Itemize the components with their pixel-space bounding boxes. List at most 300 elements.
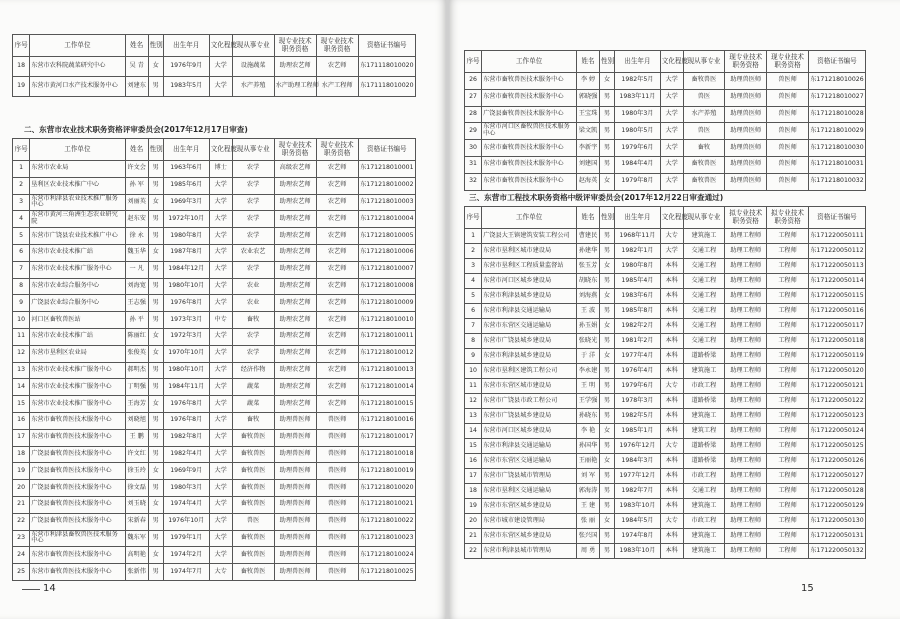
table-cell: 水产养殖 — [232, 77, 274, 97]
table-cell: 交通工程 — [683, 304, 725, 319]
table-cell: 交通工程 — [683, 334, 725, 349]
table-cell: 大学 — [209, 362, 232, 379]
table-cell: 助理工程师 — [725, 454, 767, 469]
table-cell: 1976年12月 — [615, 439, 661, 454]
table-cell: 助理农艺师 — [274, 328, 316, 345]
table-cell: 东营市畜牧兽医技术服务中心 — [482, 156, 577, 173]
table-cell: 农艺师 — [316, 379, 358, 396]
table-cell: 男 — [148, 564, 163, 581]
table-cell: 东营市广饶县城乡建设局 — [482, 334, 577, 349]
table-cell: 王志强 — [125, 295, 148, 312]
table-cell: 本科 — [660, 259, 683, 274]
table-cell: 工程师 — [767, 454, 809, 469]
table-cell: 1980年5月 — [615, 123, 661, 140]
table-cell: 助理兽医师 — [274, 446, 316, 463]
table-cell: 垦利区农业技术推广中心 — [30, 177, 126, 194]
column-header: 现从事专业 — [683, 51, 725, 73]
table-cell: 曹建民 — [577, 229, 600, 244]
table-cell: 大学 — [209, 194, 232, 211]
table-cell: 1987年8月 — [163, 244, 209, 261]
table-cell: 东171118010020 — [358, 77, 415, 97]
table-cell: 农艺师 — [316, 261, 358, 278]
column-header: 现从事专业 — [232, 35, 274, 57]
table-cell: 兽医师 — [767, 156, 809, 173]
table-cell: 1974年2月 — [163, 547, 209, 564]
table-cell: 工程师 — [767, 484, 809, 499]
table-cell: 兽医师 — [767, 140, 809, 157]
table-cell: 助理工程师 — [725, 349, 767, 364]
table-cell: 男 — [148, 446, 163, 463]
table-cell: 东营市农业综合服务中心 — [30, 278, 126, 295]
table-cell: 东营市东营区交通运输局 — [482, 454, 577, 469]
table-cell: 徐文磊 — [125, 480, 148, 497]
table-cell: 东营市畜牧兽医技术服务中心 — [30, 547, 126, 564]
table-cell: 助理兽医师 — [274, 412, 316, 429]
table-cell: 助理工程师 — [725, 259, 767, 274]
table-cell: 兽医师 — [316, 463, 358, 480]
table-cell: 东171218010032 — [808, 173, 865, 190]
table-cell: 1974年8月 — [615, 529, 661, 544]
table-cell: 男 — [148, 362, 163, 379]
table-cell: 助理兽医师 — [274, 513, 316, 530]
table-cell: 东171218010010 — [358, 312, 415, 329]
column-header: 序号 — [13, 139, 30, 161]
table-cell: 3 — [13, 194, 30, 211]
table-cell: 周 勇 — [577, 544, 600, 559]
column-header: 序号 — [465, 51, 482, 73]
table-cell: 助理工程师 — [725, 289, 767, 304]
table-cell: 1983年10月 — [615, 544, 661, 559]
table-cell: 助理工程师 — [725, 544, 767, 559]
table-cell: 大学 — [209, 328, 232, 345]
table-cell: 建筑施工 — [683, 364, 725, 379]
table-cell: 大学 — [209, 446, 232, 463]
table-cell: 男 — [599, 106, 614, 123]
table-cell: 东营市河口区城乡建设局 — [482, 424, 577, 439]
table-cell: 30 — [465, 140, 482, 157]
table-cell: 东营市广饶县农业技术推广中心 — [30, 228, 126, 245]
table-cell: 助理兽医师 — [274, 429, 316, 446]
table-cell: 农业农艺 — [232, 244, 274, 261]
table-cell: 女 — [599, 514, 614, 529]
table-cell: 农业 — [232, 278, 274, 295]
table-cell: 大学 — [660, 244, 683, 259]
table-cell: 一 凡 — [125, 261, 148, 278]
table-cell: 女 — [599, 454, 614, 469]
column-header: 序号 — [13, 35, 30, 57]
table-cell: 助理工程师 — [725, 529, 767, 544]
table-cell: 东营市城市建设管理局 — [482, 514, 577, 529]
table-cell: 本科 — [660, 394, 683, 409]
table-cell: 王丽艳 — [577, 454, 600, 469]
table-cell: 高级农艺师 — [274, 161, 316, 178]
table-cell: 助理农艺师 — [274, 57, 316, 77]
table-row — [13, 328, 416, 345]
table-cell: 28 — [465, 106, 482, 123]
table-cell: 农学 — [232, 345, 274, 362]
table-cell: 男 — [148, 278, 163, 295]
table-cell: 道路桥梁 — [683, 349, 725, 364]
table-cell: 徐玉玲 — [125, 463, 148, 480]
table-cell: 1982年5月 — [615, 73, 661, 90]
table-cell: 建筑施工 — [683, 544, 725, 559]
table-cell: 工程师 — [767, 529, 809, 544]
table-cell: 丁明强 — [125, 379, 148, 396]
table-cell: 18 — [13, 57, 30, 77]
section-title-2: 三、东营市工程技术职务资格中级评审委员会(2017年12月22日审查通过) — [469, 193, 724, 202]
table-cell: 2 — [13, 177, 30, 194]
table-row — [13, 228, 416, 245]
table-cell: 东171220050115 — [808, 289, 865, 304]
table-cell: 1980年8月 — [615, 259, 661, 274]
table-cell: 东171218010014 — [358, 379, 415, 396]
table-cell: 大学 — [209, 496, 232, 513]
table-cell: 东171220050128 — [808, 484, 865, 499]
table-cell: 东171220050132 — [808, 544, 865, 559]
table-cell: 东171220050121 — [808, 379, 865, 394]
table-cell: 农艺师 — [316, 194, 358, 211]
table-cell: 张玉芳 — [577, 259, 600, 274]
table-cell: 东营市农科院蔬菜研究中心 — [30, 57, 126, 77]
table-cell: 14 — [13, 379, 30, 396]
table-cell: 助理兽医师 — [725, 123, 767, 140]
table-cell: 李 艳 — [577, 424, 600, 439]
table-cell: 8 — [465, 334, 482, 349]
table-cell: 东营市垦利区工程质量监督站 — [482, 259, 577, 274]
table-cell: 4 — [13, 211, 30, 228]
table-cell: 助理工程师 — [725, 439, 767, 454]
table-header-row — [465, 207, 866, 229]
table-row — [465, 123, 866, 140]
table-cell: 魏东军 — [125, 530, 148, 547]
table-cell: 男 — [148, 161, 163, 178]
table-cell: 东171220050122 — [808, 394, 865, 409]
table-cell: 畜牧兽医 — [683, 173, 725, 190]
table-cell: 兽医师 — [316, 530, 358, 547]
table-cell: 农学 — [232, 194, 274, 211]
table-cell: 大专 — [660, 514, 683, 529]
column-header: 工作单位 — [482, 51, 577, 73]
table-cell: 东171220050129 — [808, 499, 865, 514]
table-cell: 刘晓旭 — [125, 412, 148, 429]
table-cell: 29 — [465, 123, 482, 140]
table-cell: 魏玉华 — [125, 244, 148, 261]
table-cell: 大学 — [209, 228, 232, 245]
table-cell: 畜牧兽医 — [683, 156, 725, 173]
table-cell: 刘建东 — [125, 77, 148, 97]
table-cell: 女 — [148, 345, 163, 362]
table-cell: 大学 — [209, 530, 232, 547]
table-cell: 东171220050123 — [808, 409, 865, 424]
table-cell: 畜牧兽医 — [232, 530, 274, 547]
table-cell: 助理兽医师 — [274, 480, 316, 497]
column-header: 姓名 — [125, 139, 148, 161]
table-cell: 女 — [148, 396, 163, 413]
table-cell: 工程师 — [767, 499, 809, 514]
column-header: 姓名 — [125, 35, 148, 57]
table-cell: 22 — [13, 513, 30, 530]
table-cell: 助理工程师 — [725, 484, 767, 499]
table-cell: 男 — [599, 123, 614, 140]
table-cell: 工程师 — [767, 544, 809, 559]
column-header: 文化程度 — [209, 35, 232, 57]
table-cell: 男 — [148, 412, 163, 429]
table-cell: 东171118010020 — [358, 57, 415, 77]
table-cell: 助理兽医师 — [725, 156, 767, 173]
table-cell: 大学 — [209, 513, 232, 530]
table-cell: 1 — [465, 229, 482, 244]
table-cell: 1983年5月 — [163, 77, 209, 97]
table-cell: 东营市畜牧兽医技术服务中心 — [30, 412, 126, 429]
table-cell: 20 — [13, 480, 30, 497]
table-cell: 刘玉晓 — [125, 496, 148, 513]
table-cell: 助理工程师 — [725, 424, 767, 439]
table-cell: 男 — [599, 379, 614, 394]
table-cell: 刘建国 — [577, 156, 600, 173]
table-cell: 大学 — [660, 106, 683, 123]
table-cell: 男 — [599, 334, 614, 349]
table-cell: 东营市黄河口水产技术服务中心 — [30, 77, 126, 97]
column-header: 资格证书编号 — [358, 35, 415, 57]
column-header: 性别 — [599, 51, 614, 73]
table-cell: 孙国华 — [577, 439, 600, 454]
table-cell: 东171218010012 — [358, 345, 415, 362]
table-cell: 工程师 — [767, 514, 809, 529]
table-row — [13, 244, 416, 261]
table-cell: 东营市农业技术推广服务中心 — [30, 261, 126, 278]
table-cell: 1970年10月 — [163, 345, 209, 362]
table-cell: 东171218010015 — [358, 396, 415, 413]
table-cell: 女 — [148, 547, 163, 564]
table-cell: 15 — [465, 439, 482, 454]
table-cell: 1985年8月 — [615, 304, 661, 319]
page-number-right: 15 — [801, 583, 814, 594]
table-row — [13, 480, 416, 497]
table-cell: 工程师 — [767, 229, 809, 244]
table-cell: 助理农艺师 — [274, 295, 316, 312]
table-cell: 31 — [465, 156, 482, 173]
table-row — [13, 261, 416, 278]
table-row — [13, 463, 416, 480]
column-header: 文化程度 — [660, 207, 683, 229]
table-cell: 助理兽医师 — [274, 547, 316, 564]
table-cell: 东171220050130 — [808, 514, 865, 529]
table-cell: 男 — [148, 429, 163, 446]
table-cell: 东营市利津县农业技术推广服务中心 — [30, 194, 126, 211]
column-header: 现从事专业 — [232, 139, 274, 161]
table-cell: 工程师 — [767, 364, 809, 379]
table-cell: 工程师 — [767, 394, 809, 409]
table-cell: 男 — [148, 177, 163, 194]
table-cell: 男 — [599, 439, 614, 454]
table-cell: 经济作物 — [232, 362, 274, 379]
table-cell: 助理农艺师 — [274, 362, 316, 379]
table-cell: 东171220050127 — [808, 469, 865, 484]
table-cell: 东171218010028 — [808, 106, 865, 123]
table-row — [13, 362, 416, 379]
table-cell: 兽医师 — [316, 412, 358, 429]
table-cell: 1983年6月 — [615, 289, 661, 304]
table-cell: 男 — [148, 261, 163, 278]
table-row — [13, 530, 416, 547]
page-number-left: 14 — [43, 583, 56, 594]
table-cell: 东171218010019 — [358, 463, 415, 480]
table-cell: 广饶县大王镇建筑安装工程公司 — [482, 229, 577, 244]
column-header: 拟专业技术职务资格 — [767, 207, 809, 229]
table-cell: 大学 — [660, 123, 683, 140]
table-cell: 9 — [13, 295, 30, 312]
table-cell: 大学 — [660, 140, 683, 157]
table-cell: 男 — [599, 409, 614, 424]
table-cell: 东171218010009 — [358, 295, 415, 312]
table-cell: 男 — [148, 77, 163, 97]
right-page — [449, 0, 900, 619]
table-right-main — [464, 206, 866, 559]
table-cell: 1983年10月 — [615, 499, 661, 514]
table-cell: 16 — [13, 412, 30, 429]
table-cell: 1976年8月 — [163, 396, 209, 413]
table-cell: 男 — [599, 229, 614, 244]
table-cell: 助理农艺师 — [274, 177, 316, 194]
table-cell: 交通工程 — [683, 274, 725, 289]
table-row — [465, 289, 866, 304]
table-cell: 东营市畜牧兽医技术服务中心 — [30, 564, 126, 581]
table-cell: 10 — [13, 312, 30, 329]
table-row — [465, 469, 866, 484]
table-row — [13, 379, 416, 396]
table-cell: 大学 — [660, 73, 683, 90]
table-cell: 19 — [13, 77, 30, 97]
column-header: 资格证书编号 — [808, 51, 865, 73]
table-cell: 东营市畜牧兽医技术服务中心 — [482, 173, 577, 190]
table-cell: 陈丽红 — [125, 328, 148, 345]
table-cell: 助理工程师 — [725, 364, 767, 379]
table-cell: 13 — [13, 362, 30, 379]
table-cell: 东营市利津县城乡建设局 — [482, 289, 577, 304]
table-cell: 郭海涛 — [577, 484, 600, 499]
table-row — [13, 547, 416, 564]
table-row — [465, 364, 866, 379]
table-cell: 东营市农业技术推广站 — [30, 244, 126, 261]
table-cell: 东171218010023 — [358, 530, 415, 547]
table-cell: 17 — [13, 429, 30, 446]
table-cell: 东171218010007 — [358, 261, 415, 278]
table-cell: 11 — [13, 328, 30, 345]
table-cell: 男 — [599, 274, 614, 289]
table-cell: 大专 — [660, 379, 683, 394]
table-cell: 东171220050120 — [808, 364, 865, 379]
table-cell: 1982年8月 — [163, 429, 209, 446]
table-cell: 畜牧 — [683, 140, 725, 157]
table-cell: 1969年3月 — [163, 194, 209, 211]
table-cell: 助理工程师 — [725, 319, 767, 334]
table-cell: 大学 — [209, 177, 232, 194]
table-cell: 4 — [465, 274, 482, 289]
table-row — [13, 77, 416, 97]
table-cell: 19 — [13, 463, 30, 480]
table-row — [13, 57, 416, 77]
table-cell: 东营市河口区城乡建设局 — [482, 274, 577, 289]
table-cell: 畜牧兽医 — [683, 73, 725, 90]
table-cell: 助理工程师 — [725, 499, 767, 514]
table-cell: 1984年12月 — [163, 261, 209, 278]
table-cell: 东营市畜牧兽医技术服务中心 — [30, 429, 126, 446]
table-cell: 东营市畜牧兽医技术服务中心 — [482, 73, 577, 90]
table-cell: 郭晓强 — [577, 89, 600, 106]
table-cell: 1984年11月 — [163, 379, 209, 396]
table-cell: 女 — [148, 244, 163, 261]
table-cell: 助理兽医师 — [725, 140, 767, 157]
table-cell: 19 — [465, 499, 482, 514]
table-cell: 畜牧兽医 — [232, 463, 274, 480]
table-row — [465, 259, 866, 274]
table-cell: 5 — [13, 228, 30, 245]
table-row — [13, 429, 416, 446]
table-cell: 东171218010018 — [358, 446, 415, 463]
table-cell: 农艺师 — [316, 312, 358, 329]
table-cell: 男 — [148, 295, 163, 312]
table-cell: 1980年10月 — [163, 278, 209, 295]
table-cell: 工程师 — [767, 319, 809, 334]
table-row — [13, 496, 416, 513]
table-cell: 梁文凯 — [577, 123, 600, 140]
table-cell: 男 — [148, 228, 163, 245]
table-cell: 工程师 — [767, 289, 809, 304]
table-cell: 6 — [465, 304, 482, 319]
table-cell: 32 — [465, 173, 482, 190]
column-header: 拟专业技术职务资格 — [725, 207, 767, 229]
table-cell: 工程师 — [767, 304, 809, 319]
table-cell: 交通工程 — [683, 289, 725, 304]
column-header: 性别 — [148, 35, 163, 57]
table-cell: 农艺师 — [316, 244, 358, 261]
table-cell: 1982年4月 — [163, 446, 209, 463]
table-cell: 1985年1月 — [615, 424, 661, 439]
table-row — [13, 194, 416, 211]
table-cell: 本科 — [660, 544, 683, 559]
table-cell: 王学强 — [577, 394, 600, 409]
table-cell: 14 — [465, 424, 482, 439]
table-cell: 东171220050119 — [808, 349, 865, 364]
table-cell: 15 — [13, 396, 30, 413]
table-cell: 大学 — [209, 244, 232, 261]
table-cell: 大学 — [209, 396, 232, 413]
table-cell: 10 — [465, 364, 482, 379]
table-cell: 男 — [599, 499, 614, 514]
table-cell: 大学 — [660, 89, 683, 106]
table-cell: 张新伟 — [125, 564, 148, 581]
table-header-row — [13, 35, 416, 57]
table-cell: 东171218010001 — [358, 161, 415, 178]
table-cell: 23 — [13, 530, 30, 547]
left-page — [0, 0, 446, 619]
table-cell: 12 — [465, 394, 482, 409]
column-header: 工作单位 — [30, 139, 126, 161]
table-cell: 王 明 — [577, 379, 600, 394]
table-cell: 兽医师 — [767, 123, 809, 140]
column-header: 姓名 — [577, 207, 600, 229]
table-cell: 助理农艺师 — [274, 312, 316, 329]
table-cell: 郝明杰 — [125, 362, 148, 379]
table-cell: 东171218010029 — [808, 123, 865, 140]
table-cell: 男 — [599, 484, 614, 499]
table-cell: 1976年8月 — [163, 412, 209, 429]
column-header: 现从事专业 — [683, 207, 725, 229]
table-row — [465, 334, 866, 349]
table-cell: 本科 — [660, 349, 683, 364]
table-cell: 工程师 — [767, 334, 809, 349]
table-cell: 畜牧兽医 — [232, 480, 274, 497]
